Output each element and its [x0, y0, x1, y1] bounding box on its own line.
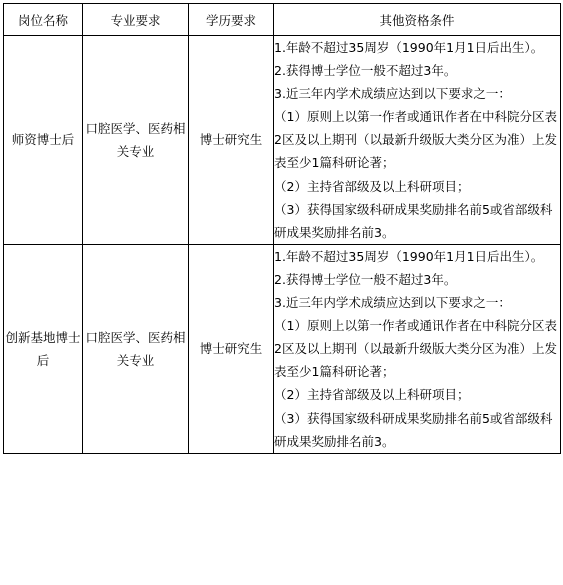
degree-cell: 博士研究生 — [189, 36, 274, 245]
requirements-table — [3, 3, 561, 454]
condition-item: （3）获得国家级科研成果奖励排名前5或省部级科研成果奖励排名前3。 — [274, 201, 553, 240]
condition-item: （1）原则上以第一作者或通讯作者在中科院分区表2区及以上期刊（以最新升级版大类分区为准）上发表至少1篇科研论著； — [274, 318, 557, 380]
header-other-conditions: 其他资格条件 — [274, 4, 561, 36]
condition-item: 2.获得博士学位一般不超过3年。 — [274, 63, 457, 79]
header-degree-requirement: 学历要求 — [189, 4, 274, 36]
header-post-name: 岗位名称 — [4, 4, 83, 36]
table-row — [4, 244, 561, 453]
conditions-cell — [274, 244, 561, 453]
header-row — [4, 4, 561, 36]
condition-item: （2）主持省部级及以上科研项目； — [274, 387, 470, 403]
condition-item: （1）原则上以第一作者或通讯作者在中科院分区表2区及以上期刊（以最新升级版大类分区为准）上发表至少1篇科研论著； — [274, 109, 557, 171]
major-cell: 口腔医学、医药相关专业 — [83, 36, 189, 245]
condition-item: 3.近三年内学术成绩应达到以下要求之一： — [274, 295, 511, 311]
condition-item: （2）主持省部级及以上科研项目； — [274, 178, 470, 194]
condition-item: 1.年龄不超过35周岁（1990年1月1日后出生）。 — [274, 248, 544, 264]
post-name-cell: 师资博士后 — [4, 36, 83, 245]
major-cell: 口腔医学、医药相关专业 — [83, 244, 189, 453]
condition-item: 2.获得博士学位一般不超过3年。 — [274, 271, 457, 287]
degree-cell: 博士研究生 — [189, 244, 274, 453]
conditions-cell — [274, 36, 561, 245]
header-major-requirement: 专业要求 — [83, 4, 189, 36]
table-row — [4, 36, 561, 245]
post-name-cell: 创新基地博士后 — [4, 244, 83, 453]
condition-item: 1.年龄不超过35周岁（1990年1月1日后出生）。 — [274, 40, 544, 55]
condition-item: 3.近三年内学术成绩应达到以下要求之一： — [274, 86, 511, 102]
condition-item: （3）获得国家级科研成果奖励排名前5或省部级科研成果奖励排名前3。 — [274, 410, 553, 449]
